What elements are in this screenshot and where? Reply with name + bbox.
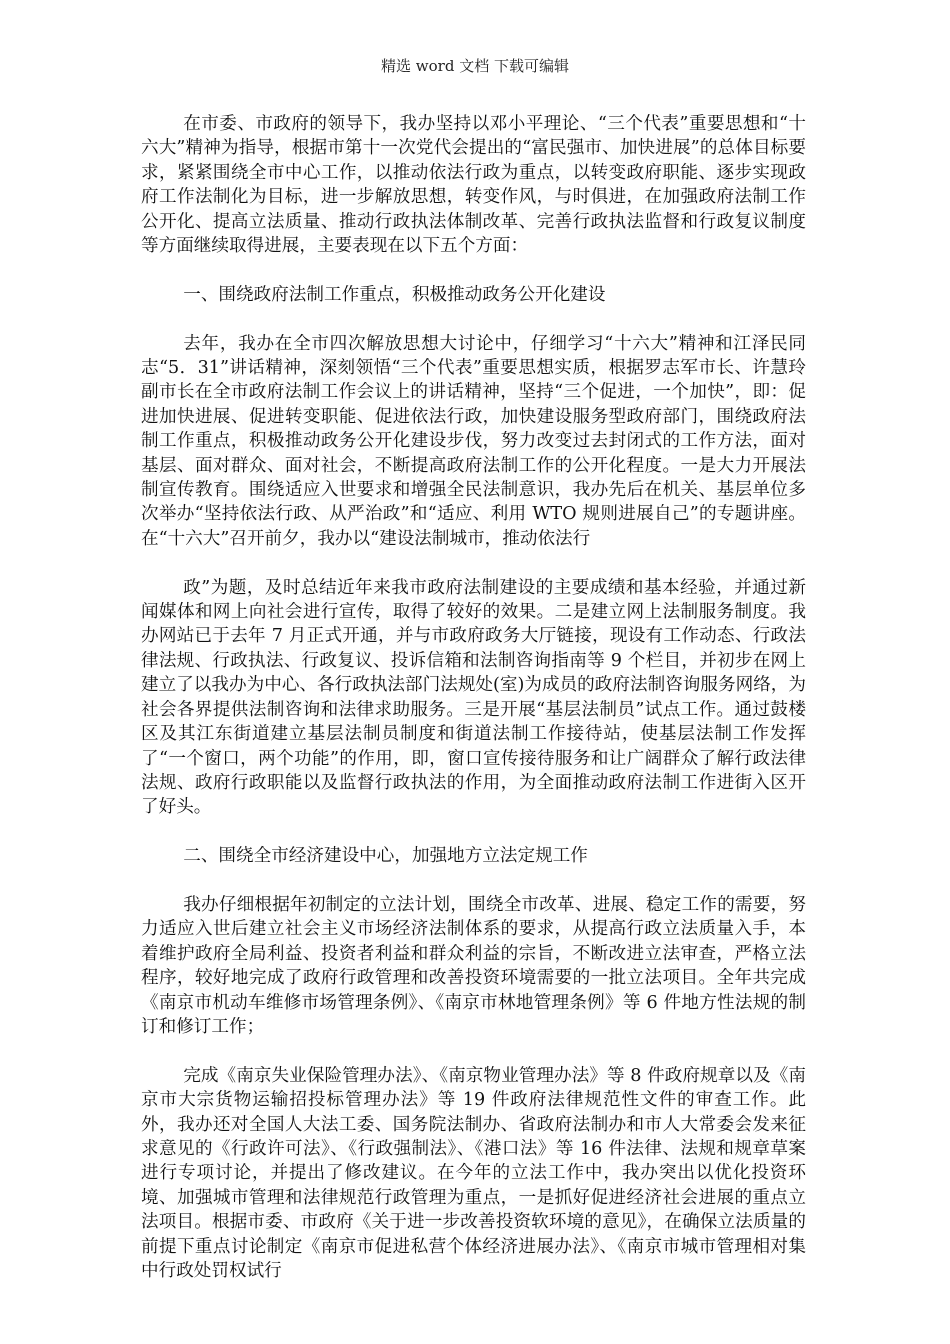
paragraph-intro: 在市委、市政府的领导下，我办坚持以邓小平理论、“三个代表”重要思想和“十六大”精神为指导，根据市第十一次党代会提出的“富民强市、加快进展”的总体目标要求，紧紧围绕全市中心工作，以推动依法行政为重点，以转变政府职能、逐步实现政府工作法制化为目标，进一步解放思想，转变作风，与时俱进，在加强政府法制工作公开化、提高立法质量、推动行政执法体制改革、完善行政执法监督和行政复议制度等方面继续取得进展，主要表现在以下五个方面： bbox=[141, 114, 806, 257]
document-body bbox=[141, 112, 806, 1283]
section-heading-1: 一、围绕政府法制工作重点，积极推动政务公开化建设 bbox=[183, 284, 606, 305]
paragraph-section-2-part-2: 完成《南京失业保险管理办法》、《南京物业管理办法》等 8 件政府规章以及《南京市大宗货物运输招投标管理办法》等 19 件政府法律规范性文件的审查工作。此外，我办还对全国人大法工委、国务院法制办、省政府法制办和市人大常委会发来征求意见的《行政许可法》、《行政强制法》、《港口法》等 16 件法律、法规和规章草案进行专项讨论，并提出了修改建议。在今年的立法工作中，我办突出以优化投资环境、加强城市管理和法律规范行政管理为重点，一是抓好促进经济社会进展的重点立法项目。根据市委、市政府《关于进一步改善投资软环境的意见》，在确保立法质量的前提下重点讨论制定《南京市促进私营个体经济进展办法》、《南京市城市管理相对集中行政处罚权试行 bbox=[141, 1065, 806, 1281]
section-heading-2: 二、围绕全市经济建设中心，加强地方立法定规工作 bbox=[183, 846, 588, 867]
paragraph-section-1-part-1: 去年，我办在全市四次解放思想大讨论中，仔细学习“十六大”精神和江泽民同志“5．31”讲话精神，深刻领悟“三个代表”重要思想实质，根据罗志军市长、许慧玲副市长在全市政府法制工作会议上的讲话精神，坚持“三个促进，一个加快”，即：促进加快进展、促进转变职能、促进依法行政，加快建设服务型政府部门，围绕政府法制工作重点，积极推动政务公开化建设步伐，努力改变过去封闭式的工作方法，面对基层、面对群众、面对社会，不断提高政府法制工作的公开化程度。一是大力开展法制宣传教育。围绕适应入世要求和增强全民法制意识，我办先后在机关、基层单位多次举办“坚持依法行政、从严治政”和“适应、利用 WTO 规则进展自己”的专题讲座。在“十六大”召开前夕，我办以“建设法制城市，推动依法行 bbox=[141, 333, 806, 549]
paragraph-section-2-part-1: 我办仔细根据年初制定的立法计划，围绕全市改革、进展、稳定工作的需要，努力适应入世后建立社会主义市场经济法制体系的要求，从提高行政立法质量入手，本着维护政府全局利益、投资者利益和群众利益的宗旨，不断改进立法审查，严格立法程序，较好地完成了政府行政管理和改善投资环境需要的一批立法项目。全年共完成《南京市机动车维修市场管理条例》、《南京市林地管理条例》等 6 件地方性法规的制订和修订工作； bbox=[141, 894, 806, 1037]
paragraph-section-1-part-2: 政”为题，及时总结近年来我市政府法制建设的主要成绩和基本经验，并通过新闻媒体和网上向社会进行宣传，取得了较好的效果。二是建立网上法制服务制度。我办网站已于去年 7 月正式开通，并与市政府政务大厅链接，现设有工作动态、行政法律法规、行政执法、行政复议、投诉信箱和法制咨询指南等 9 个栏目，并初步在网上建立了以我办为中心、各行政执法部门法规处(室)为成员的政府法制咨询服务网络，为社会各界提供法制咨询和法律求助服务。三是开展“基层法制员”试点工作。通过鼓楼区及其江东街道建立基层法制员制度和街道法制工作接待站，使基层法制工作发挥了“一个窗口，两个功能”的作用，即，窗口宣传接待服务和让广阔群众了解行政法律法规、政府行政职能以及监督行政执法的作用，为全面推动政府法制工作进街入区开了好头。 bbox=[141, 577, 806, 818]
page-header: 精选 word 文档 下载可编辑 bbox=[381, 57, 569, 75]
